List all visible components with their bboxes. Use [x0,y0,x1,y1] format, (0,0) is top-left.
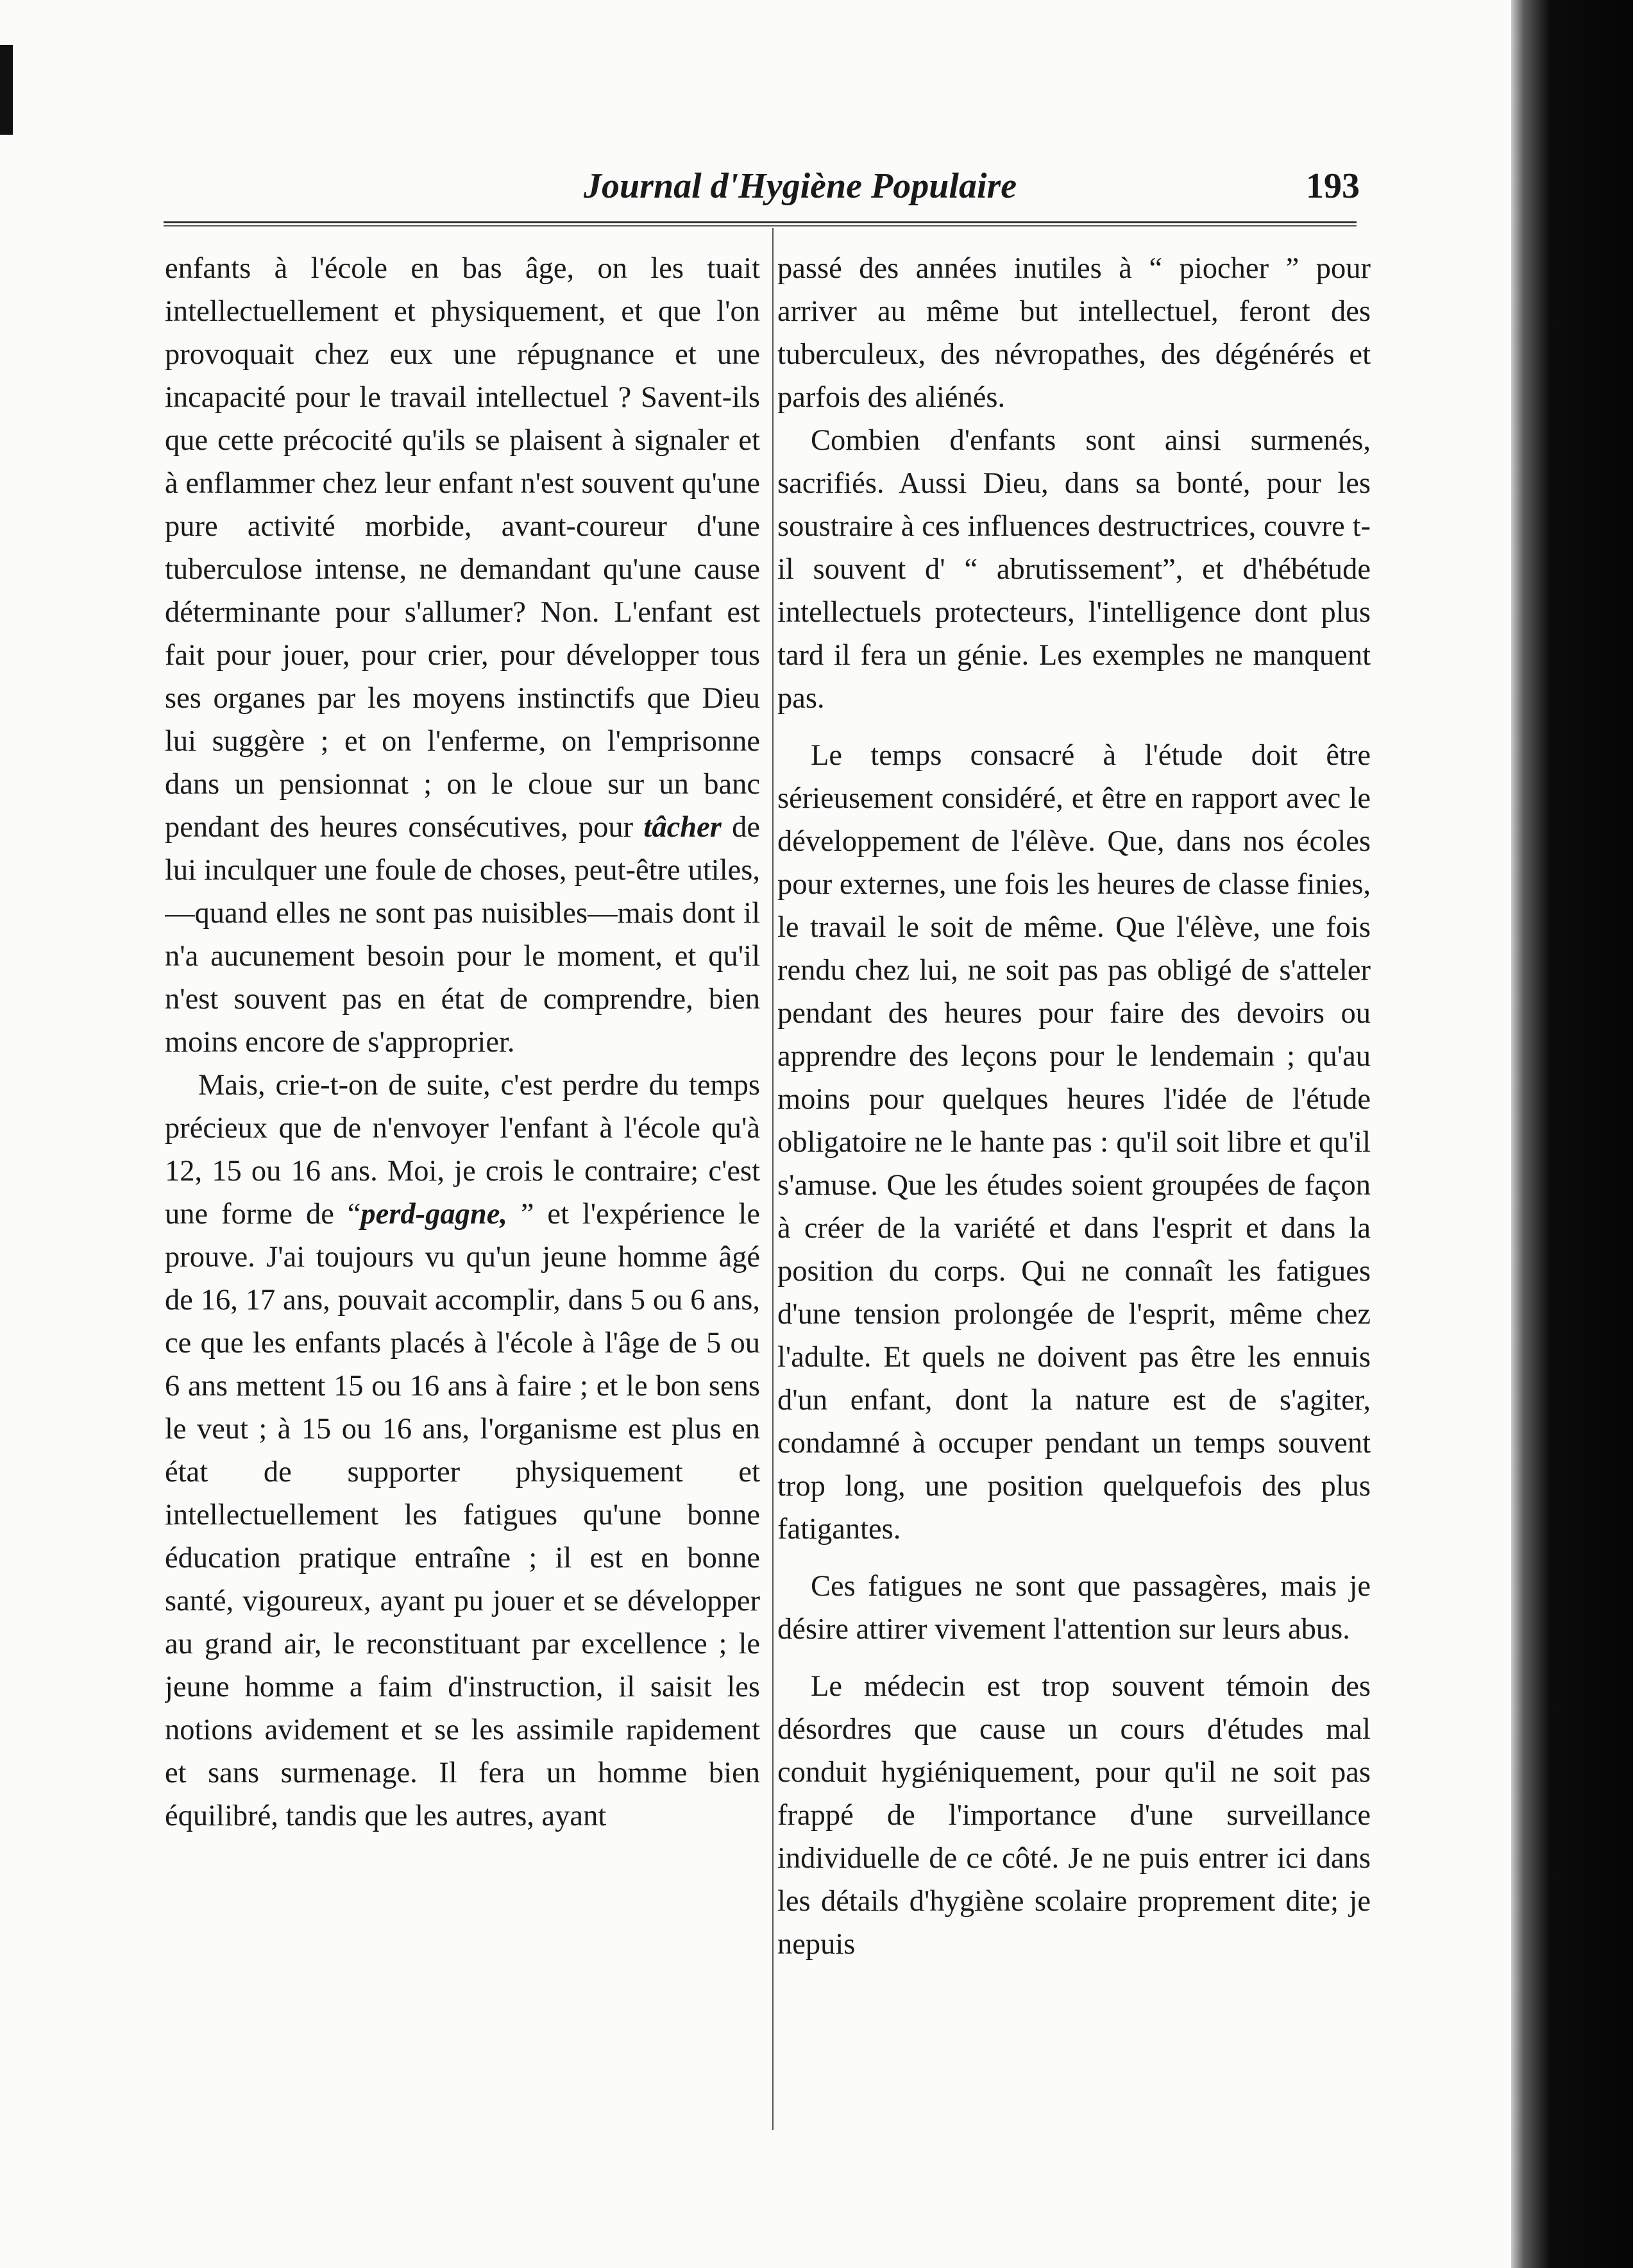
column-divider [772,228,774,2130]
paragraph: enfants à l'école en bas âge, on les tuait intellectuellement et physiquement, et que l'on provoquait chez eux une répugnance et une incapacité pour le travail intellectuel ? Savent-ils que cette précocité qu'ils se plaisent à signaler et à enflammer chez leur enfant n'est souvent qu'une pure activité morbide, avant-coureur d'une tuberculose intense, ne demandant qu'une cause déterminante pour s'allumer? Non. L'enfant est fait pour jouer, pour crier, pour développer tous ses organes par les moyens instinctifs que Dieu lui suggère ; et on l'enferme, on l'emprisonne dans un pensionnat ; on le cloue sur un banc pendant des heures consécutives, pour tâcher de lui inculquer une foule de choses, peut-être utiles,—quand elles ne sont pas nuisibles—mais dont il n'a aucunement besoin pour le moment, et qu'il n'est souvent pas en état de comprendre, bien moins encore de s'approprier. [165,252,760,1059]
paragraph: passé des années inutiles à “ piocher ” pour arriver au même but intellectuel, feront des tuberculeux, des névropathes, des dégénérés et parfois des aliénés. [777,252,1371,414]
running-title: Journal d'Hygiène Populaire [584,166,1017,206]
paragraph: Le temps consacré à l'étude doit être sérieusement considéré, et être en rapport avec le développement de l'élève. Que, dans nos écoles pour externes, une fois les heures de classe finies, le travail le soit de même. Que l'élève, une fois rendu chez lui, ne soit pas pas obligé de s'atteler pendant des heures pour faire des devoirs ou apprendre des leçons pour le lendemain ; qu'au moins pour quelques heures l'idée de l'étude obligatoire ne le hante pas : qu'il soit libre et qu'il s'amuse. Que les études soient groupées de façon à créer de la variété et dans l'esprit et dans la position du corps. Qui ne connaît les fatigues d'une tension prolongée de l'esprit, même chez l'adulte. Et quels ne doivent pas être les ennuis d'un enfant, dont la nature est de s'agiter, condamné à occuper pendant un temps souvent trop long, une position quelquefois des plus fatigantes. [777,739,1371,1546]
right-column [777,247,1371,2140]
paragraph: Ces fatigues ne sont que passagères, mais je désire attirer vivement l'attention sur leurs abus. [777,1570,1371,1646]
paragraph: Le médecin est trop souvent témoin des désordres que cause un cours d'études mal conduit hygiéniquement, pour qu'il ne soit pas frappé de l'importance d'une surveillance individuelle de ce côté. Je ne puis entrer ici dans les détails d'hygiène scolaire proprement dite; je nepuis [777,1670,1371,1961]
header-rule [164,221,1357,226]
left-column [165,247,760,2140]
paragraph: Combien d'enfants sont ainsi surmenés, sacrifiés. Aussi Dieu, dans sa bonté, pour les soustraire à ces influences destructrices, couvre t-il souvent d' “ abrutissement”, et d'hébétude intellectuels protecteurs, l'intelligence dont plus tard il fera un génie. Les exemples ne manquent pas. [777,424,1371,715]
page-number: 193 [1306,166,1360,206]
emphasis: perd-gagne, [360,1198,507,1231]
scan-page-edge [1511,0,1633,2268]
emphasis: tâcher [643,811,722,844]
paragraph: Mais, crie-t-on de suite, c'est perdre du temps précieux que de n'envoyer l'enfant à l'école qu'à 12, 15 ou 16 ans. Moi, je crois le contraire; c'est une forme de “perd-gagne, ” et l'expérience le prouve. J'ai toujours vu qu'un jeune homme âgé de 16, 17 ans, pouvait accomplir, dans 5 ou 6 ans, ce que les enfants placés à l'école à l'âge de 5 ou 6 ans mettent 15 ou 16 ans à faire ; et le bon sens le veut ; à 15 ou 16 ans, l'organisme est plus en état de supporter physiquement et intellectuellement les fatigues qu'une bonne éducation pratique entraîne ; il est en bonne santé, vigoureux, ayant pu jouer et se développer au grand air, le reconstituant par excellence ; le jeune homme a faim d'instruction, il saisit les notions avidement et se les assimile rapidement et sans surmenage. Il fera un homme bien équilibré, tandis que les autres, ayant [165,1069,760,1832]
page-header [164,160,1366,212]
scan-edge-mark [0,45,13,135]
